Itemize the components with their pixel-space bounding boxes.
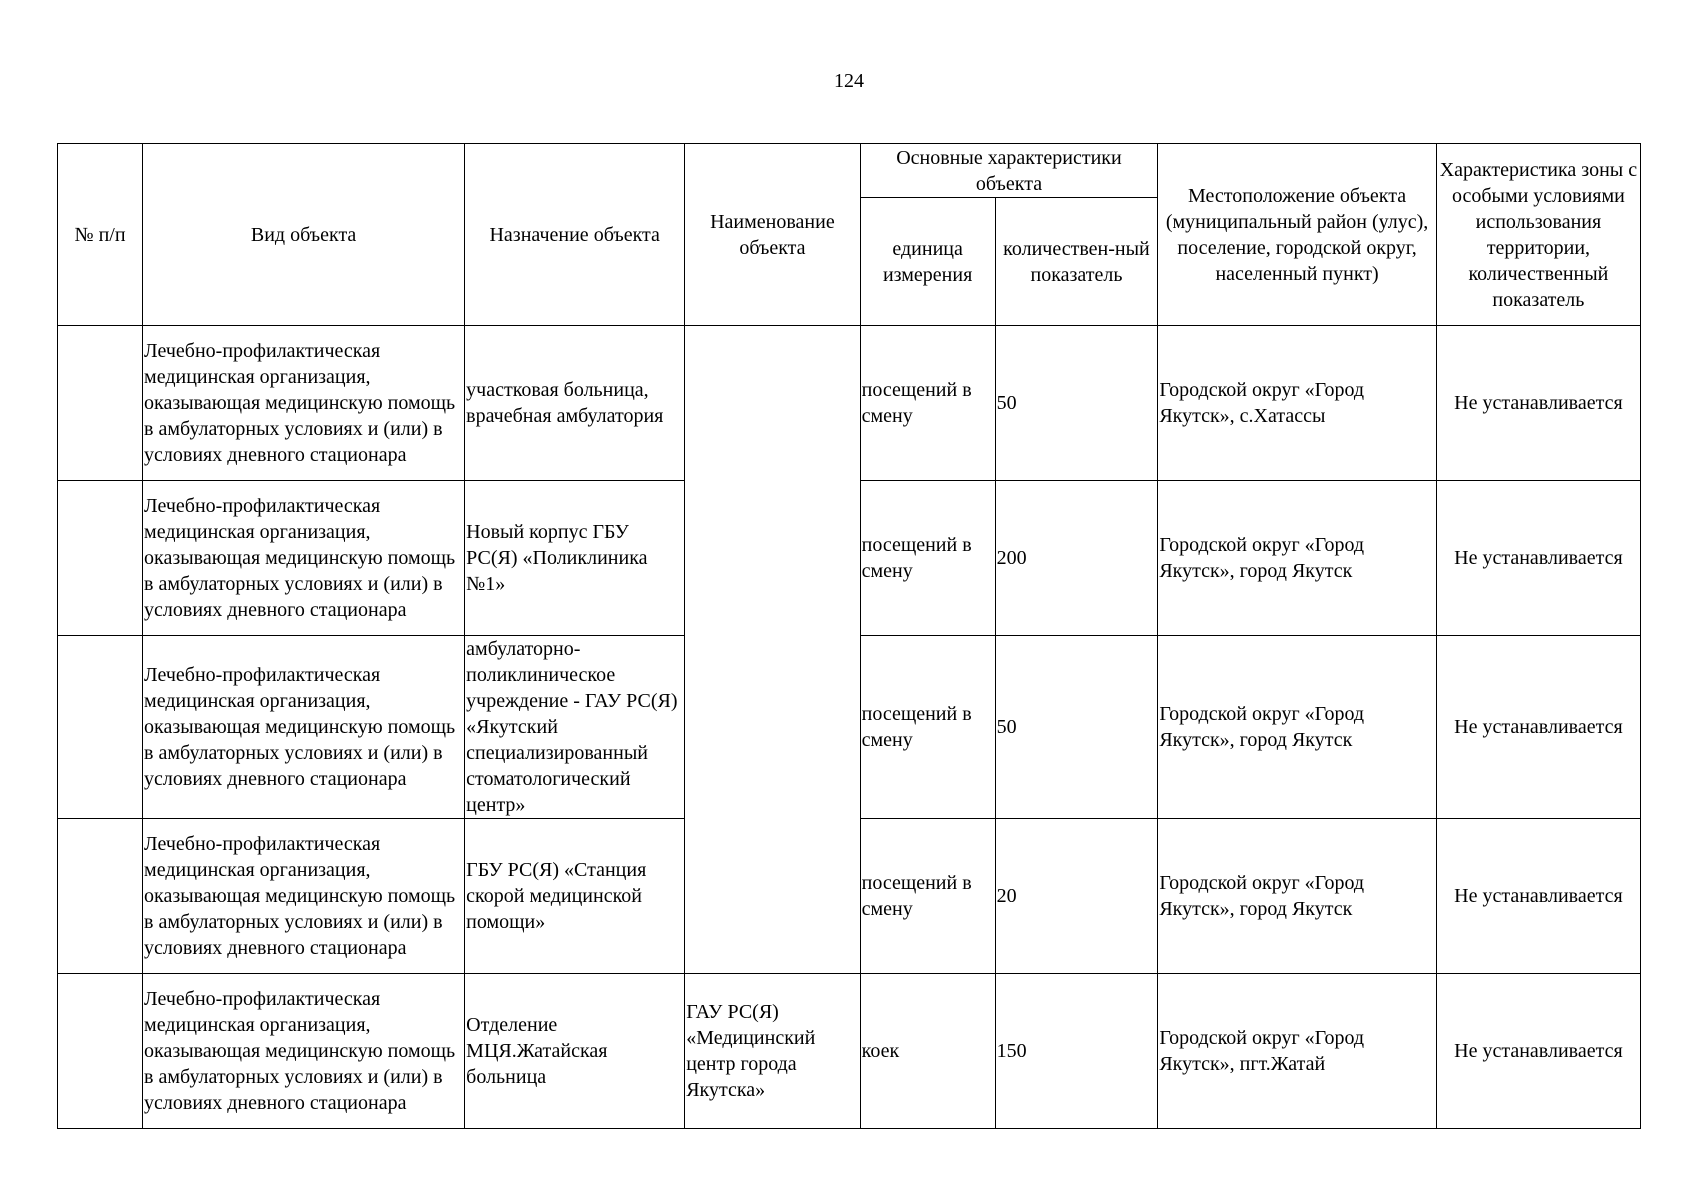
cell-quantity: 20 bbox=[995, 819, 1158, 974]
cell-purpose: участковая больница, врачебная амбулатория bbox=[465, 326, 685, 481]
cell-kind: Лечебно-профилактическая медицинская организация, оказывающая медицинскую помощь в амбулаторных условиях и (или) в условиях дневного стационара bbox=[143, 636, 465, 819]
cell-purpose: Новый корпус ГБУ РС(Я) «Поликлиника №1» bbox=[465, 481, 685, 636]
cell-location: Городской округ «Город Якутск», город Якутск bbox=[1158, 481, 1437, 636]
cell-unit: посещений в смену bbox=[860, 481, 995, 636]
cell-kind: Лечебно-профилактическая медицинская организация, оказывающая медицинскую помощь в амбулаторных условиях и (или) в условиях дневного стационара bbox=[143, 819, 465, 974]
cell-location: Городской округ «Город Якутск», город Якутск bbox=[1158, 819, 1437, 974]
header-unit: единица измерения bbox=[860, 198, 995, 326]
header-purpose: Назначение объекта bbox=[465, 144, 685, 326]
cell-unit: посещений в смену bbox=[860, 636, 995, 819]
cell-zone: Не устанавливается bbox=[1436, 974, 1640, 1129]
cell-num bbox=[58, 819, 143, 974]
table-row bbox=[58, 974, 1641, 1129]
cell-quantity: 50 bbox=[995, 636, 1158, 819]
cell-num bbox=[58, 326, 143, 481]
cell-purpose: амбулаторно-поликлиническое учреждение - ГАУ РС(Я) «Якутский специализированный стоматологический центр» bbox=[465, 636, 685, 819]
objects-table bbox=[57, 143, 1641, 1129]
cell-location: Городской округ «Город Якутск», город Якутск bbox=[1158, 636, 1437, 819]
cell-zone: Не устанавливается bbox=[1436, 326, 1640, 481]
cell-name-empty bbox=[685, 326, 860, 974]
cell-num bbox=[58, 974, 143, 1129]
cell-zone: Не устанавливается bbox=[1436, 819, 1640, 974]
cell-kind: Лечебно-профилактическая медицинская организация, оказывающая медицинскую помощь в амбулаторных условиях и (или) в условиях дневного стационара bbox=[143, 326, 465, 481]
header-location: Местоположение объекта (муниципальный район (улус), поселение, городской округ, населенный пункт) bbox=[1158, 144, 1437, 326]
cell-purpose: Отделение МЦЯ.Жатайская больница bbox=[465, 974, 685, 1129]
table-row bbox=[58, 326, 1641, 481]
cell-num bbox=[58, 636, 143, 819]
header-row-top bbox=[58, 144, 1641, 198]
cell-quantity: 150 bbox=[995, 974, 1158, 1129]
cell-unit: посещений в смену bbox=[860, 326, 995, 481]
cell-kind: Лечебно-профилактическая медицинская организация, оказывающая медицинскую помощь в амбулаторных условиях и (или) в условиях дневного стационара bbox=[143, 481, 465, 636]
header-kind: Вид объекта bbox=[143, 144, 465, 326]
cell-name: ГАУ РС(Я) «Медицинский центр города Якутска» bbox=[685, 974, 860, 1129]
header-name: Наименование объекта bbox=[685, 144, 860, 326]
cell-kind: Лечебно-профилактическая медицинская организация, оказывающая медицинскую помощь в амбулаторных условиях и (или) в условиях дневного стационара bbox=[143, 974, 465, 1129]
cell-quantity: 200 bbox=[995, 481, 1158, 636]
cell-purpose: ГБУ РС(Я) «Станция скорой медицинской помощи» bbox=[465, 819, 685, 974]
page-number: 124 bbox=[834, 70, 864, 92]
header-quantity: количествен-ный показатель bbox=[995, 198, 1158, 326]
cell-unit: коек bbox=[860, 974, 995, 1129]
cell-zone: Не устанавливается bbox=[1436, 481, 1640, 636]
cell-num bbox=[58, 481, 143, 636]
cell-unit: посещений в смену bbox=[860, 819, 995, 974]
cell-zone: Не устанавливается bbox=[1436, 636, 1640, 819]
cell-location: Городской округ «Город Якутск», с.Хатассы bbox=[1158, 326, 1437, 481]
cell-quantity: 50 bbox=[995, 326, 1158, 481]
header-num: № п/п bbox=[58, 144, 143, 326]
header-main-characteristics: Основные характеристики объекта bbox=[860, 144, 1158, 198]
header-zone: Характеристика зоны с особыми условиями использования территории, количественный показатель bbox=[1436, 144, 1640, 326]
cell-location: Городской округ «Город Якутск», пгт.Жатай bbox=[1158, 974, 1437, 1129]
